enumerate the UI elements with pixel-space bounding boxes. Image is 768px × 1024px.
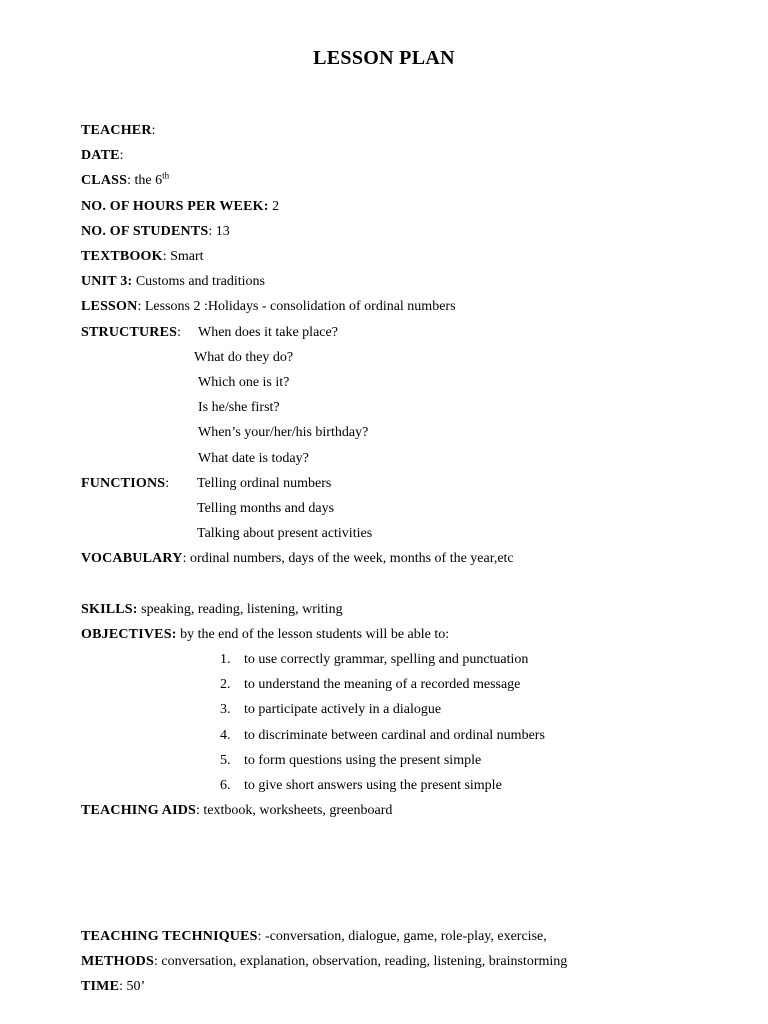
objective-number: 3. bbox=[220, 702, 231, 717]
structure-item: What do they do? bbox=[194, 350, 294, 365]
objectives-label: OBJECTIVES: bbox=[81, 627, 177, 642]
teaching-techniques-line bbox=[81, 928, 547, 946]
objective-item bbox=[220, 651, 528, 669]
structure-item: What date is today? bbox=[198, 451, 309, 466]
skills-value: speaking, reading, listening, writing bbox=[137, 602, 343, 617]
time-value: : 50’ bbox=[119, 979, 146, 994]
structure-item: Which one is it? bbox=[198, 375, 290, 390]
class-sep: : bbox=[127, 173, 132, 188]
objective-text: to understand the meaning of a recorded message bbox=[244, 677, 521, 692]
teaching-techniques-label: TEACHING TECHNIQUES bbox=[81, 929, 258, 944]
time-line bbox=[81, 978, 145, 996]
objective-item bbox=[220, 701, 441, 719]
structures-line bbox=[81, 324, 181, 342]
methods-label: METHODS bbox=[81, 954, 154, 969]
objective-text: to discriminate between cardinal and ordinal numbers bbox=[244, 728, 545, 743]
lesson-value: : Lessons 2 :Holidays - consolidation of ordinal numbers bbox=[137, 299, 456, 314]
teaching-aids-label: TEACHING AIDS bbox=[81, 803, 197, 818]
objective-item bbox=[220, 676, 520, 694]
textbook-value: : Smart bbox=[162, 249, 204, 264]
teacher-label: TEACHER bbox=[81, 123, 152, 138]
methods-line bbox=[81, 953, 567, 971]
class-line bbox=[81, 172, 169, 190]
unit-label: UNIT 3: bbox=[81, 274, 133, 289]
class-superscript: th bbox=[162, 170, 170, 181]
functions-sep: : bbox=[165, 476, 170, 491]
vocabulary-label: VOCABULARY bbox=[81, 551, 183, 566]
objective-number: 1. bbox=[220, 652, 231, 667]
hours-line bbox=[81, 198, 279, 216]
students-label: NO. OF STUDENTS bbox=[81, 224, 209, 239]
structure-item: When’s your/her/his birthday? bbox=[198, 425, 369, 440]
teaching-aids-line bbox=[81, 802, 392, 820]
page-title: LESSON PLAN bbox=[313, 47, 455, 69]
functions-line bbox=[81, 475, 169, 493]
structures-label: STRUCTURES bbox=[81, 325, 178, 340]
structure-item: Is he/she first? bbox=[198, 400, 280, 415]
objective-text: to form questions using the present simple bbox=[244, 753, 482, 768]
function-item: Telling months and days bbox=[197, 501, 335, 516]
objectives-value: by the end of the lesson students will be able to: bbox=[176, 627, 450, 642]
methods-value: : conversation, explanation, observation, reading, listening, brainstorming bbox=[153, 954, 568, 969]
teacher-line bbox=[81, 122, 156, 140]
teaching-aids-value: : textbook, worksheets, greenboard bbox=[196, 803, 393, 818]
students-line bbox=[81, 223, 230, 241]
objective-text: to give short answers using the present simple bbox=[244, 778, 502, 793]
objective-number: 4. bbox=[220, 728, 231, 743]
objective-text: to use correctly grammar, spelling and punctuation bbox=[244, 652, 529, 667]
objective-number: 6. bbox=[220, 778, 231, 793]
unit-value: Customs and traditions bbox=[132, 274, 265, 289]
objective-text: to participate actively in a dialogue bbox=[244, 702, 442, 717]
vocabulary-line bbox=[81, 550, 514, 568]
objective-item bbox=[220, 727, 545, 745]
structures-sep: : bbox=[177, 325, 182, 340]
hours-value: 2 bbox=[268, 199, 280, 214]
skills-label: SKILLS: bbox=[81, 602, 138, 617]
objective-item bbox=[220, 777, 502, 795]
textbook-line bbox=[81, 248, 204, 266]
objective-number: 2. bbox=[220, 677, 231, 692]
class-value: the 6 bbox=[131, 173, 163, 188]
lesson-line bbox=[81, 298, 456, 316]
teacher-sep: : bbox=[151, 123, 156, 138]
teaching-techniques-value: : -conversation, dialogue, game, role-play, exercise, bbox=[257, 929, 547, 944]
objectives-line bbox=[81, 626, 449, 644]
objective-item bbox=[220, 752, 481, 770]
date-label: DATE bbox=[81, 148, 120, 163]
textbook-label: TEXTBOOK bbox=[81, 249, 163, 264]
unit-line bbox=[81, 273, 265, 291]
lesson-label: LESSON bbox=[81, 299, 138, 314]
structure-item: When does it take place? bbox=[198, 325, 338, 340]
date-sep: : bbox=[119, 148, 124, 163]
class-label: CLASS bbox=[81, 173, 128, 188]
time-label: TIME bbox=[81, 979, 120, 994]
date-line bbox=[81, 147, 124, 165]
functions-label: FUNCTIONS bbox=[81, 476, 166, 491]
hours-label: NO. OF HOURS PER WEEK: bbox=[81, 199, 269, 214]
function-item: Talking about present activities bbox=[197, 526, 373, 541]
objective-number: 5. bbox=[220, 753, 231, 768]
students-value: : 13 bbox=[208, 224, 230, 239]
skills-line bbox=[81, 601, 343, 619]
vocabulary-value: : ordinal numbers, days of the week, months of the year,etc bbox=[182, 551, 514, 566]
function-item: Telling ordinal numbers bbox=[197, 476, 332, 491]
